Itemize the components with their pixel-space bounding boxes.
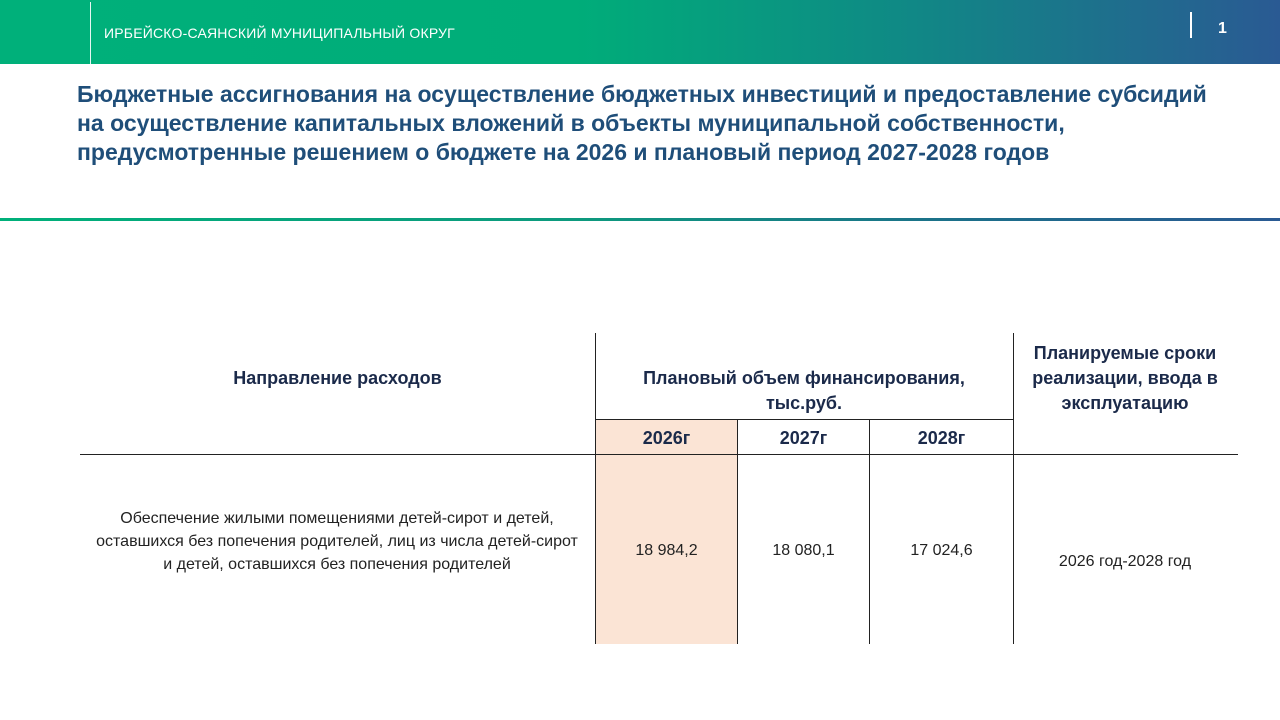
header-year-2028: 2028г [917, 428, 966, 448]
row-direction: Обеспечение жилыми помещениями детей-сирот и детей, оставшихся без попечения родителей, лиц из числа детей-сирот и детей, оставшихся без попечения родителей [96, 510, 578, 573]
logo-area [0, 0, 90, 64]
header-divider [90, 2, 91, 64]
table-vline [737, 419, 738, 644]
header-direction: Направление расходов [233, 368, 442, 388]
header-terms: Планируемые сроки реализации, ввода в эксплуатацию [1032, 343, 1218, 413]
page-number-divider [1190, 12, 1192, 38]
row-value-2027: 18 080,1 [772, 542, 835, 559]
header-bar [0, 0, 1280, 64]
table-header-rule [80, 454, 1238, 455]
org-name: ИРБЕЙСКО-САЯНСКИЙ МУНИЦИПАЛЬНЫЙ ОКРУГ [104, 25, 455, 41]
table-vline [1013, 333, 1014, 644]
header-year-2027: 2027г [779, 428, 828, 448]
header-financing: Плановый объем финансирования, тыс.руб. [643, 368, 965, 413]
header-year-2026: 2026г [642, 428, 691, 448]
row-terms: 2026 год-2028 год [1058, 553, 1192, 570]
slide-title: Бюджетные ассигнования на осуществление бюджетных инвестиций и предоставление субсидий на осуществление капитальных вложений в объекты муниципальной собственности, предусмотренные решением о бюджете на 2026 и плановый период 2027-2028 годов [77, 81, 1207, 165]
table-hline [596, 419, 1013, 420]
row-value-2026: 18 984,2 [635, 542, 698, 559]
table-vline [869, 419, 870, 644]
title-underline [0, 218, 1280, 221]
table-vline [595, 333, 596, 644]
page-number: 1 [1218, 20, 1227, 37]
row-value-2028: 17 024,6 [910, 542, 973, 559]
